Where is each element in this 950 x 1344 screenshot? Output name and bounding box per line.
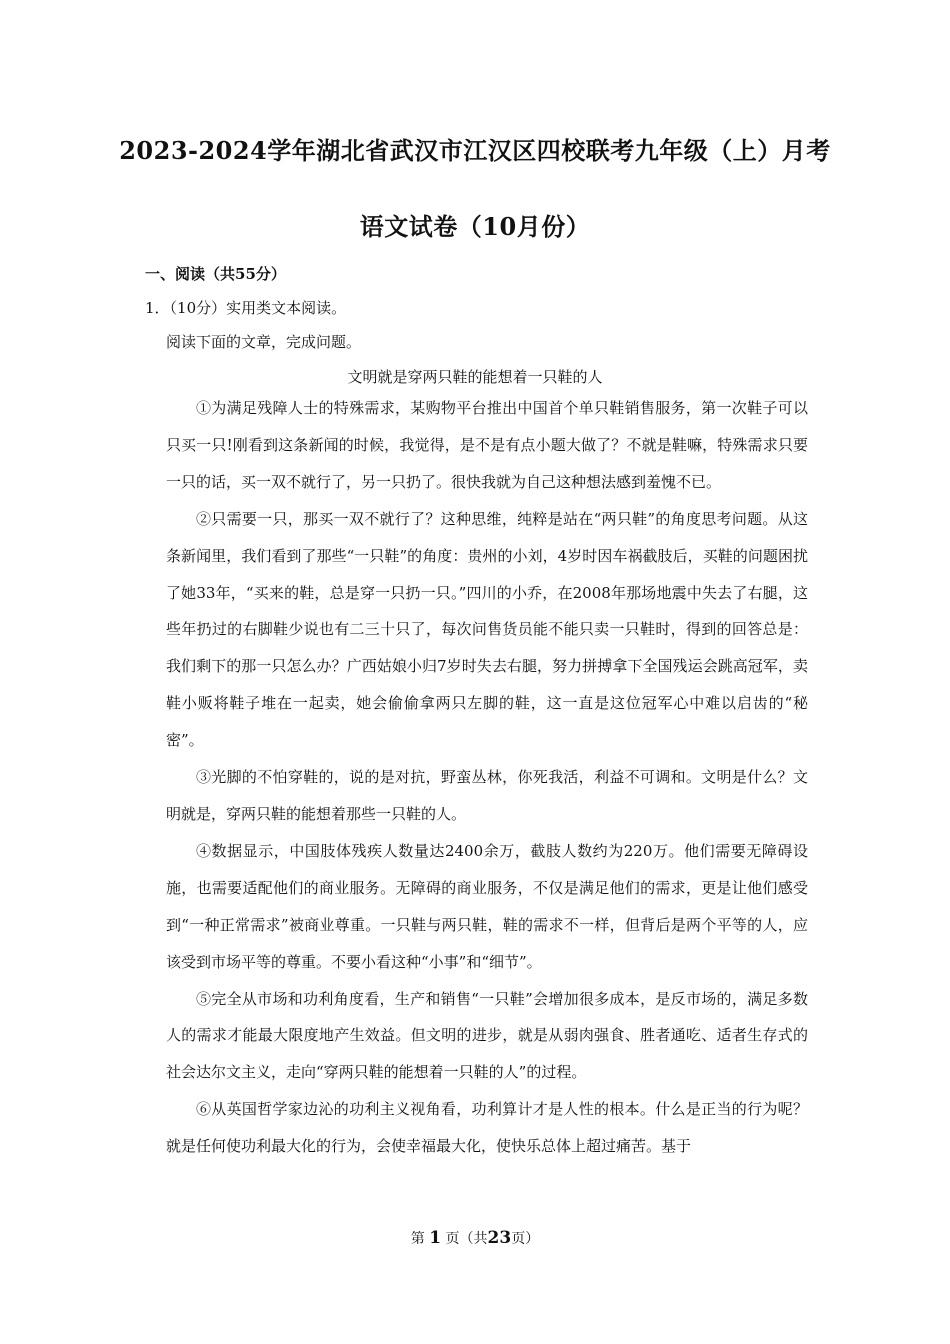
paragraph-3: ③光脚的不怕穿鞋的，说的是对抗，野蛮丛林，你死我活，利益不可调和。文明是什么？文明就是，穿两只鞋的能想着那些一只鞋的人。 bbox=[166, 768, 808, 823]
question-text: （10分）实用类文本阅读。 bbox=[169, 299, 347, 317]
reading-instruction: 阅读下面的文章，完成问题。 bbox=[166, 333, 362, 351]
current-page-number: 1 bbox=[429, 1228, 442, 1248]
total-page-count: 23 bbox=[487, 1228, 512, 1248]
paragraph-1: ①为满足残障人士的特殊需求，某购物平台推出中国首个单只鞋销售服务，第一次鞋子可以只买一只!刚看到这条新闻的时候，我觉得，是不是有点小题大做了？不就是鞋嘛，特殊需求只要一只的话，买一双不就行了，另一只扔了。很快我就为自己这种想法感到羞愧不已。 bbox=[166, 399, 808, 491]
paragraph-2: ②只需要一只，那买一双不就行了？这种思维，纯粹是站在“两只鞋”的角度思考问题。从这条新闻里，我们看到了那些“一只鞋”的角度：贵州的小刘，4岁时因车祸截肢后，买鞋的问题困扰了她33年，“买来的鞋，总是穿一只扔一只。”四川的小乔，在2008年那场地震中失去了右腿，这些年扔过的右脚鞋少说也有二三十只了，每次问售货员能不能只卖一只鞋时，得到的回答总是：我们剩下的那一只怎么办？广西姑娘小归7岁时失去右腿，努力拼搏拿下全国残运会跳高冠军，卖鞋小贩将鞋子堆在一起卖，她会偷偷拿两只左脚的鞋，这一直是这位冠军心中难以启齿的“秘密”。 bbox=[166, 509, 808, 750]
question-line bbox=[145, 297, 346, 318]
section-heading: 一、阅读（共55分） bbox=[145, 265, 286, 283]
page-footer bbox=[0, 1228, 950, 1248]
footer-suffix: 页） bbox=[511, 1231, 540, 1247]
paragraph-4: ④数据显示，中国肢体残疾人数量达2400余万，截肢人数约为220万。他们需要无障碍设施，也需要适配他们的商业服务。无障碍的商业服务，不仅是满足他们的需求，更是让他们感受到“一种正常需求”被商业尊重。一只鞋与两只鞋，鞋的需求不一样，但背后是两个平等的人，应该受到市场平等的尊重。不要小看这种“小事”和“细节”。 bbox=[166, 841, 808, 971]
footer-prefix: 第 bbox=[410, 1231, 425, 1247]
article-body bbox=[166, 390, 808, 1165]
paragraph-5: ⑤完全从市场和功利角度看，生产和销售“一只鞋”会增加很多成本，是反市场的，满足多数人的需求才能最大限度地产生效益。但文明的进步，就是从弱肉强食、胜者通吃、适者生存式的社会达尔文主义，走向“穿两只鞋的能想着一只鞋的人”的过程。 bbox=[166, 989, 808, 1082]
document-title-line-1: 2023-2024学年湖北省武汉市江汉区四校联考九年级（上）月考 bbox=[119, 136, 831, 165]
paragraph-6: ⑥从英国哲学家边沁的功利主义视角看，功利算计才是人性的根本。什么是正当的行为呢？就是任何使功利最大化的行为，会使幸福最大化，使快乐总体上超过痛苦。基于 bbox=[166, 1100, 808, 1156]
article-title: 文明就是穿两只鞋的能想着一只鞋的人 bbox=[347, 368, 603, 386]
document-title-line-2: 语文试卷（10月份） bbox=[359, 212, 591, 241]
question-number: 1． bbox=[145, 299, 170, 317]
footer-middle: 页（共 bbox=[445, 1231, 488, 1247]
